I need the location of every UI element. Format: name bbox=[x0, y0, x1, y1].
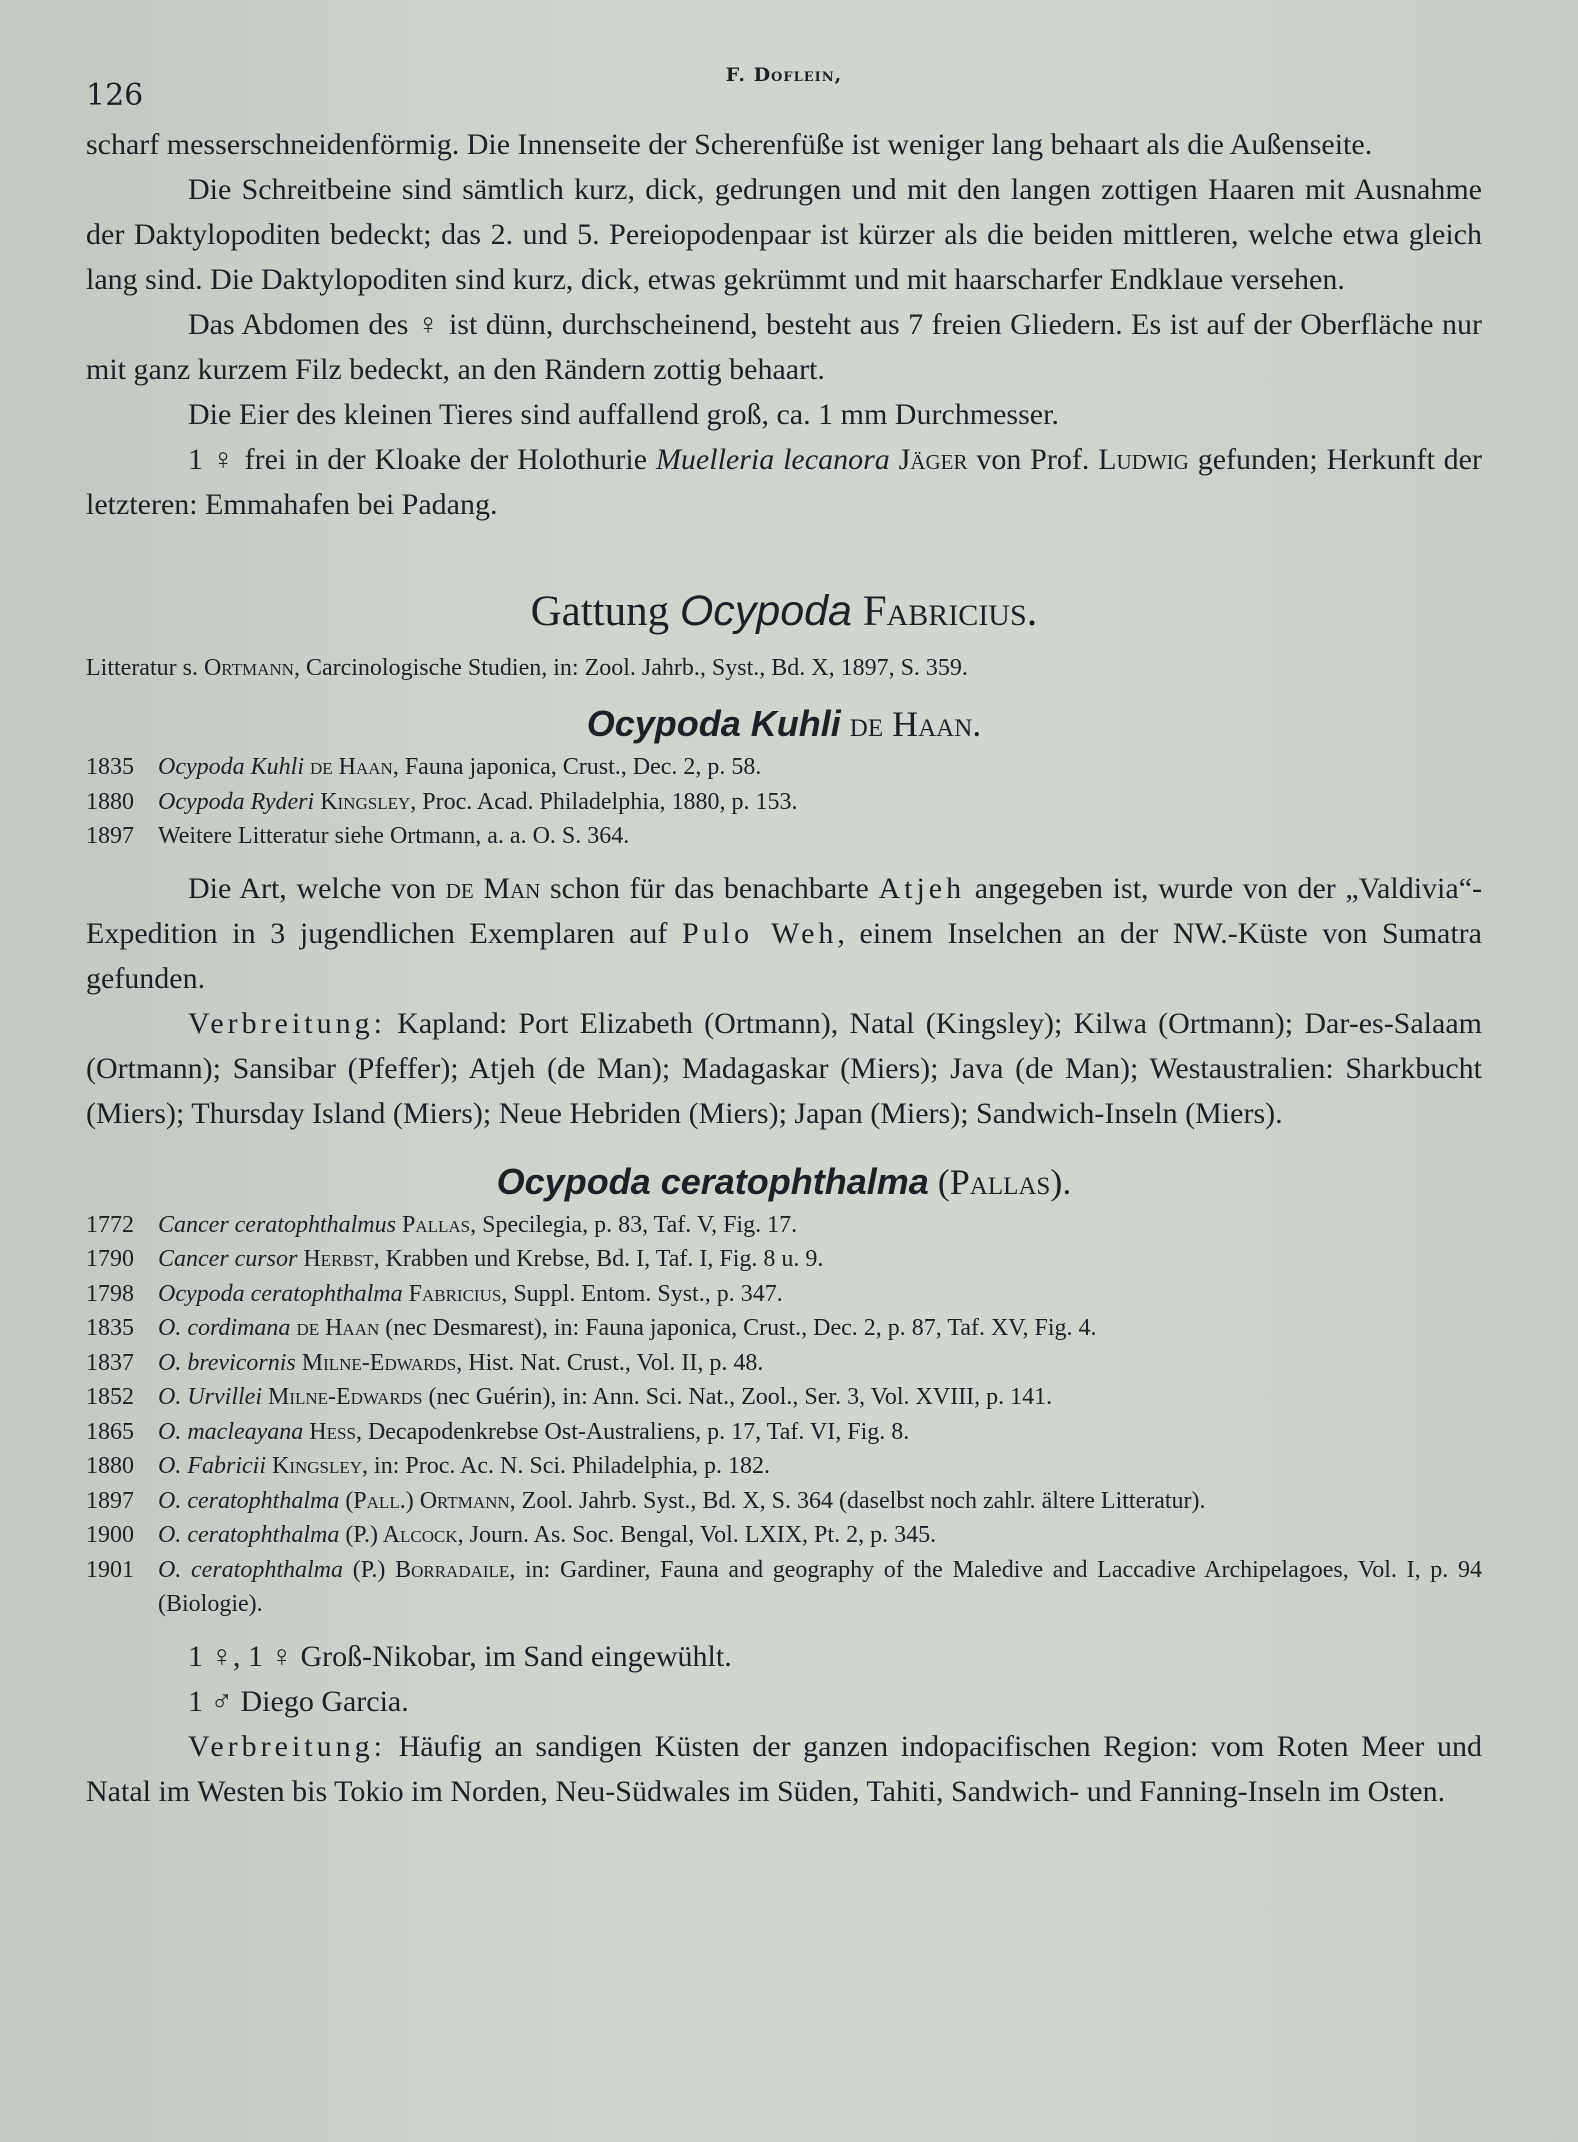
synonymy-list-ceratophthalma bbox=[86, 1208, 1482, 1622]
host-species-name: Muelleria lecanora bbox=[655, 443, 890, 476]
specimen-line-diego-garcia: 1 ♂ Diego Garcia. bbox=[188, 1684, 409, 1718]
genus-name: Ocypoda bbox=[679, 587, 852, 635]
species-heading-kuhli: Ocypoda Kuhli de Haan. bbox=[586, 703, 982, 744]
synonymy-entry: 1865 O. macleayana Hess, Decapodenkrebse Ost-Australiens, p. 17, Taf. VI, Fig. 8. bbox=[86, 1418, 910, 1445]
paragraph-claws: scharf messerschneidenförmig. Die Innenseite der Scherenfüße ist weniger lang behaart als die Außenseite. bbox=[86, 128, 1373, 161]
synonymy-entry: 1837 O. brevicornis Milne-Edwards, Hist. Nat. Crust., Vol. II, p. 48. bbox=[86, 1349, 764, 1376]
synonymy-entry: 1897 O. ceratophthalma (Pall.) Ortmann, Zool. Jahrb. Syst., Bd. X, S. 364 (daselbst noch zahlr. ältere Litteratur). bbox=[86, 1487, 1206, 1514]
synonymy-entry: 1880 Ocypoda Ryderi Kingsley, Proc. Acad. Philadelphia, 1880, p. 153. bbox=[86, 788, 798, 815]
synonymy-entry: 1897 Weitere Litteratur siehe Ortmann, a. a. O. S. 364. bbox=[86, 823, 630, 849]
page-header bbox=[86, 60, 1482, 113]
paragraph-ceratophthalma-distribution: Verbreitung: Häufig an sandigen Küsten der ganzen indopacifischen Region: vom Roten Meer und Natal im Westen bis Tokio im Norden, Neu-Südwales im Süden, Tahiti, Sandwich- und Fanning-Inseln im Osten. bbox=[86, 1729, 1482, 1808]
genus-literature-note: Litteratur s. Ortmann, Carcinologische Studien, in: Zool. Jahrb., Syst., Bd. X, 1897, S. 359. bbox=[86, 655, 968, 681]
distribution-label: Verbreitung: bbox=[188, 1729, 386, 1763]
genus-heading: Gattung Ocypoda Fabricius. bbox=[530, 587, 1038, 635]
paragraph-abdomen: Das Abdomen des ♀ ist dünn, durchscheinend, besteht aus 7 freien Gliedern. Es ist auf der Oberfläche nur mit ganz kurzem Filz bedeckt, an den Rändern zottig behaart. bbox=[86, 308, 1482, 386]
synonymy-entry: 1790 Cancer cursor Herbst, Krabben und Krebse, Bd. I, Taf. I, Fig. 8 u. 9. bbox=[86, 1246, 824, 1272]
specimen-line-nikobar: 1 ♀, 1 ♀ Groß-Nikobar, im Sand eingewühlt. bbox=[188, 1639, 732, 1673]
synonymy-entry: 1900 O. ceratophthalma (P.) Alcock, Journ. As. Soc. Bengal, Vol. LXIX, Pt. 2, p. 345. bbox=[86, 1522, 937, 1548]
synonymy-entry: 1798 Ocypoda ceratophthalma Fabricius, Suppl. Entom. Syst., p. 347. bbox=[86, 1280, 783, 1307]
paragraph-specimen-origin: 1 ♀ frei in der Kloake der Holothurie Muelleria lecanora Jäger von Prof. Ludwig gefunden; Herkunft der letzteren: Emmahafen bei Padang. bbox=[86, 443, 1482, 521]
running-head: F. Doflein, bbox=[725, 64, 843, 86]
synonymy-entry: 1880 O. Fabricii Kingsley, in: Proc. Ac. N. Sci. Philadelphia, p. 182. bbox=[86, 1453, 771, 1479]
paragraph-eggs: Die Eier des kleinen Tieres sind auffallend groß, ca. 1 mm Durchmesser. bbox=[188, 398, 1059, 431]
paragraph-kuhli-record: Die Art, welche von de Man schon für das benachbarte Atjeh angegeben ist, wurde von der „Valdivia“-Expedition in 3 jugendlichen Exemplaren auf Pulo Weh, einem Inselchen an der NW.-Küste von Sumatra gefunden. bbox=[86, 871, 1482, 995]
page-number: 126 bbox=[86, 78, 144, 113]
species-heading-ceratophthalma: Ocypoda ceratophthalma (Pallas). bbox=[496, 1160, 1072, 1202]
synonymy-entry: 1772 Cancer ceratophthalmus Pallas, Specilegia, p. 83, Taf. V, Fig. 17. bbox=[86, 1211, 798, 1238]
synonymy-entry: 1835 Ocypoda Kuhli de Haan, Fauna japonica, Crust., Dec. 2, p. 58. bbox=[86, 754, 762, 780]
synonymy-entry: 1901 O. ceratophthalma (P.) Borradaile, in: Gardiner, Fauna and geography of the Maledive and Laccadive Archipelagoes, Vol. I, p. 94 (Biologie). bbox=[86, 1556, 1482, 1617]
synonymy-entry: 1852 O. Urvillei Milne-Edwards (nec Guérin), in: Ann. Sci. Nat., Zool., Ser. 3, Vol. XVIII, p. 141. bbox=[86, 1384, 1053, 1410]
distribution-label: Verbreitung: bbox=[188, 1006, 386, 1040]
synonymy-list-kuhli bbox=[86, 750, 1482, 854]
synonymy-entry: 1835 O. cordimana de Haan (nec Desmarest), in: Fauna japonica, Crust., Dec. 2, p. 87, Taf. XV, Fig. 4. bbox=[86, 1315, 1097, 1341]
species-name: Ocypoda ceratophthalma bbox=[496, 1160, 929, 1202]
species-name: Ocypoda Kuhli bbox=[586, 703, 841, 744]
body-text bbox=[86, 122, 1482, 1814]
paragraph-walking-legs: Die Schreitbeine sind sämtlich kurz, dick, gedrungen und mit den langen zottigen Haaren mit Ausnahme der Daktylopoditen bedeckt; das 2. und 5. Pereiopodenpaar ist kürzer als die beiden mittleren, welche etwa gleich lang sind. Die Daktylopoditen sind kurz, dick, etwas gekrümmt und mit haarscharfer Endklaue versehen. bbox=[86, 173, 1482, 296]
paragraph-kuhli-distribution: Verbreitung: Kapland: Port Elizabeth (Ortmann), Natal (Kingsley); Kilwa (Ortmann); Dar-es-Salaam (Ortmann); Sansibar (Pfeffer); Atjeh (de Man); Madagaskar (Miers); Java (de Man); Westaustralien: Sharkbucht (Miers); Thursday Island (Miers); Neue Hebriden (Miers); Japan (Miers); Sandwich-Inseln (Miers). bbox=[86, 1006, 1482, 1130]
